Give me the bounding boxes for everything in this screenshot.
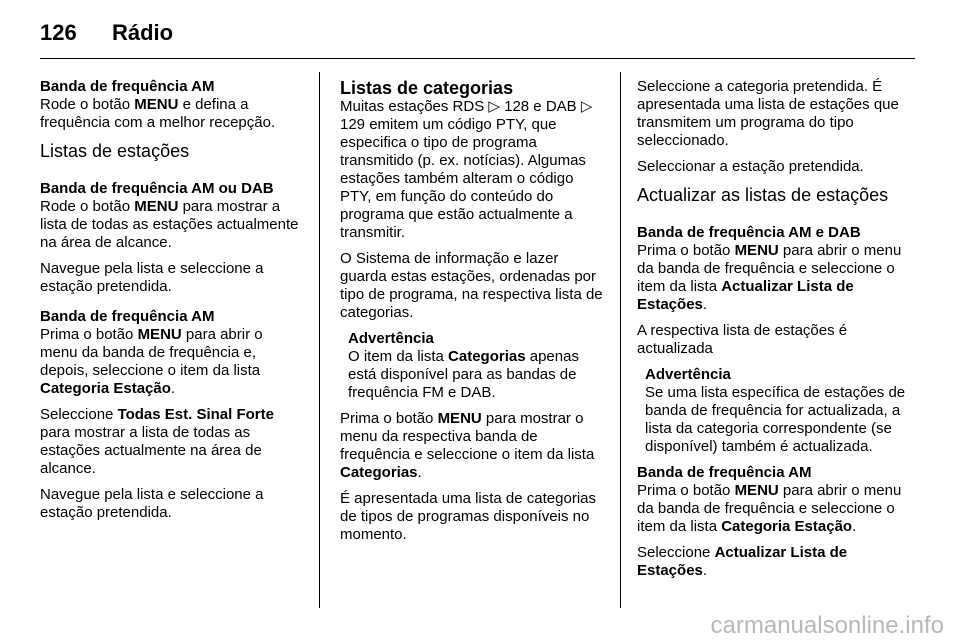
paragraph: Prima o botão MENU para abrir o menu da banda de frequência e seleccione o item da lista Categoria Estação. [637,482,902,535]
arrow-ref-icon: ▷ [580,98,593,115]
subheading-am-band-2: Banda de frequência AM [40,308,215,325]
page-title: Rádio [112,20,174,45]
heading-update-lists: Actualizar as listas de estações [637,185,889,205]
option-keyword: Todas Est. Sinal Forte [117,406,274,423]
note-text: Se uma lista específica de estações de banda de frequência for actualizada, a lista da categoria correspondente (se disponível) também é actualizada. [645,384,906,455]
page-ref-link[interactable]: 129 [340,116,366,133]
paragraph: Seleccione Actualizar Lista de Estações. [637,544,848,579]
paragraph: Seleccione a categoria pretendida. É apresentada uma lista de estações que transmitem um programa do tipo seleccionado. [637,78,899,149]
paragraph: Navegue pela lista e seleccione a estação pretendida. [40,486,264,521]
column-divider-1 [319,72,320,608]
paragraph: Seleccione Todas Est. Sinal Forte para mostrar a lista de todas as estações actualmente na área de alcance. [40,406,274,477]
subheading-am-band: Banda de frequência AM [637,464,812,481]
subheading-am-dab-band: Banda de frequência AM e DAB [637,224,861,241]
paragraph: Seleccionar a estação pretendida. [637,158,864,175]
column-1 [40,78,302,530]
menu-keyword: MENU [134,96,179,113]
paragraph: Prima o botão MENU para mostrar o menu da respectiva banda de frequência e seleccione o item da lista Categorias. [340,410,595,481]
note-title: Advertência [645,366,731,383]
subheading-am-dab-band: Banda de frequência AM ou DAB [40,180,274,197]
arrow-ref-icon: ▷ [488,98,500,115]
header-divider [40,58,915,59]
paragraph: O Sistema de informação e lazer guarda estas estações, ordenadas por tipo de programa, na respectiva lista de categorias. [340,250,603,321]
warning-note [348,330,608,402]
paragraph: Rode o botão MENU para mostrar a lista de todas as estações actualmente na área de alcance. [40,198,299,251]
note-title: Advertência [348,330,434,347]
menu-keyword: MENU [134,198,179,215]
warning-note [645,366,910,456]
note-text: O item da lista Categorias apenas está disponível para as bandas de frequência FM e DAB. [348,348,579,401]
paragraph: A respectiva lista de estações é actualizada [637,322,848,357]
column-3 [637,78,910,588]
menu-keyword: MENU [137,326,182,343]
list-item-keyword: Categoria Estação [40,380,171,397]
column-divider-2 [620,72,621,608]
page-header [40,12,915,58]
paragraph: Rode o botão MENU e defina a frequência com a melhor recepção. [40,96,276,131]
paragraph: Navegue pela lista e seleccione a estação pretendida. [40,260,264,295]
paragraph: É apresentada uma lista de categorias de tipos de programas disponíveis no momento. [340,490,596,543]
paragraph: Muitas estações RDS ▷ 128 e DAB ▷ 129 emitem um código PTY, que especifica o tipo de programa transmitido (p. ex. notícias). Algumas estações também alteram o código PTY, em função do conteúdo do programa que estão actualmente a transmitir. [340,98,593,241]
heading-category-lists: Listas de categorias [340,78,514,98]
page-number: 126 [40,20,77,45]
subheading-am-band: Banda de frequência AM [40,78,215,95]
heading-station-lists: Listas de estações [40,141,190,161]
paragraph: Prima o botão MENU para abrir o menu da banda de frequência e seleccione o item da lista Actualizar Lista de Estações. [637,242,902,313]
page-ref-link[interactable]: 128 [504,98,530,115]
watermark: carmanualsonline.info [710,612,944,639]
paragraph: Prima o botão MENU para abrir o menu da banda de frequência e, depois, seleccione o item da lista Categoria Estação. [40,326,263,397]
column-2 [340,78,608,552]
